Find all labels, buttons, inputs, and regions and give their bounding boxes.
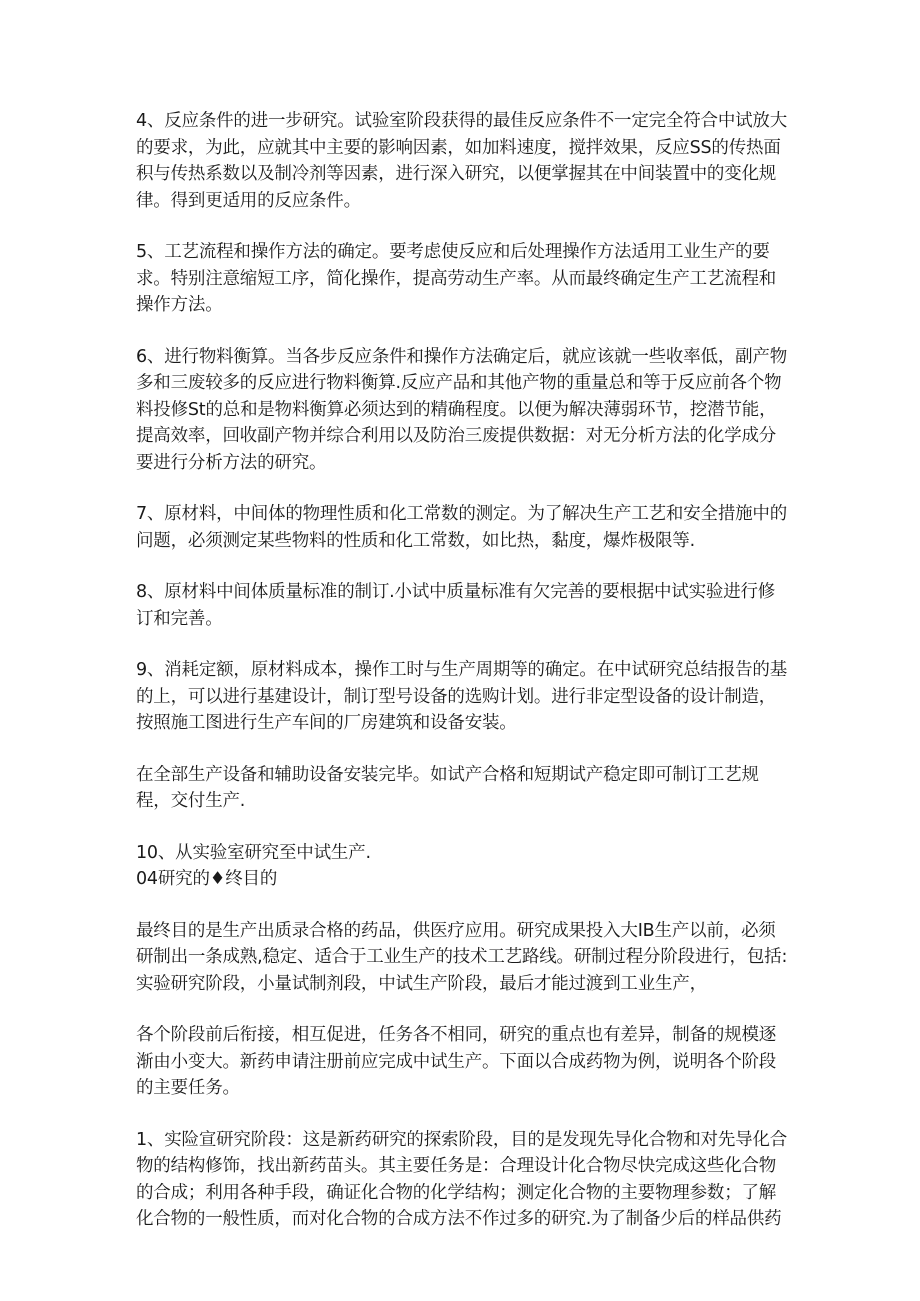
paragraph-reaction-conditions: 4、反应条件的进一步研究。试验室阶段获得的最佳反应条件不一定完全符合中试放大的要求，为此，应就其中主要的影响因素，如加料速度，搅拌效果，反应SS的传热面积与传热系数以及制冷剂等因素，进行深入研究，以便掌握其在中间装置中的变化规律。得到更适用的反应条件。 <box>136 111 788 211</box>
paragraph-lab-research-stage: 1、实险宣研究阶段：这是新药研究的探索阶段，目的是发现先导化合物和对先导化合物的结构修饰，找出新药苗头。其主要任务是：合理设计化合物尽快完成这些化合物的合成；利用各种手段，确证化合物的化学结构；测定化合物的主要物理参数；了解化合物的一般性质，而对化合物的合成方法不作过多的研究.为了制备少后的样品供药 <box>136 1129 788 1229</box>
paragraph-quality-standards: 8、原材料中间体质量标准的制订.小试中质量标准有欠完善的要根据中试实验进行修订和完善。 <box>136 582 776 629</box>
paragraph-final-goal: 最终目的是生产出质录合格的药品，供医疗应用。研究成果投入大IB生产以前，必须研制出一条成熟,稳定、适合于工业生产的技术工艺路线。研制过程分阶段进行，包括: 实验研究阶段，小量试制剂段，中试生产阶段，最后才能过渡到工业生产， <box>136 920 788 994</box>
paragraph-material-balance: 6、进行物料衡算。当各步反应条件和操作方法确定后，就应该就一些收率低，副产物多和三废较多的反应进行物料衡算.反应产品和其他产物的重量总和等于反应前各个物料投修St的总和是物料衡算必须达到的精确程度。以便为解决薄弱环节，挖潜节能，提高效率，回收副产物并综合利用以及防治三废提供数据：对无分析方法的化学成分要进行分析方法的研究。 <box>136 346 788 473</box>
paragraph-consumption-quota: 9、消耗定额，原材料成本，操作工时与生产周期等的确定。在中试研究总结报告的基的上，可以进行基建设计，制订型号设备的选购计划。进行非定型设备的设计制造，按照施工图进行生产车间的厂房建筑和设备安装。 <box>136 660 788 733</box>
heading-research-goal: 04研究的♦终目的 <box>136 869 278 889</box>
paragraph-installation-complete: 在全部生产设备和辅助设备安装完毕。如试产合格和短期试产稳定即可制订工艺规程，交付生产. <box>136 764 759 811</box>
paragraph-physical-properties: 7、原材料，中间体的物理性质和化工常数的测定。为了解决生产工艺和安全措施中的问题，必须测定某些物料的性质和化工常数，如比热，黏度，爆炸极限等. <box>136 504 788 551</box>
paragraph-process-flow: 5、工艺流程和操作方法的确定。要考虑使反应和后处理操作方法适用工业生产的要求。特别注意缩短工序，简化操作，提高劳动生产率。从而最终确定生产工艺流程和操作方法。 <box>136 242 777 315</box>
document-body <box>136 108 788 1233</box>
paragraph-stages: 各个阶段前后衔接，相互促进，任务各不相同，研究的重点也有差异，制备的规模逐渐由小变大。新药申请注册前应完成中试生产。下面以合成药物为例，说明各个阶段的主要任务。 <box>136 1025 777 1098</box>
heading-lab-to-pilot: 10、从实验室研究至中试生产. <box>136 842 371 863</box>
